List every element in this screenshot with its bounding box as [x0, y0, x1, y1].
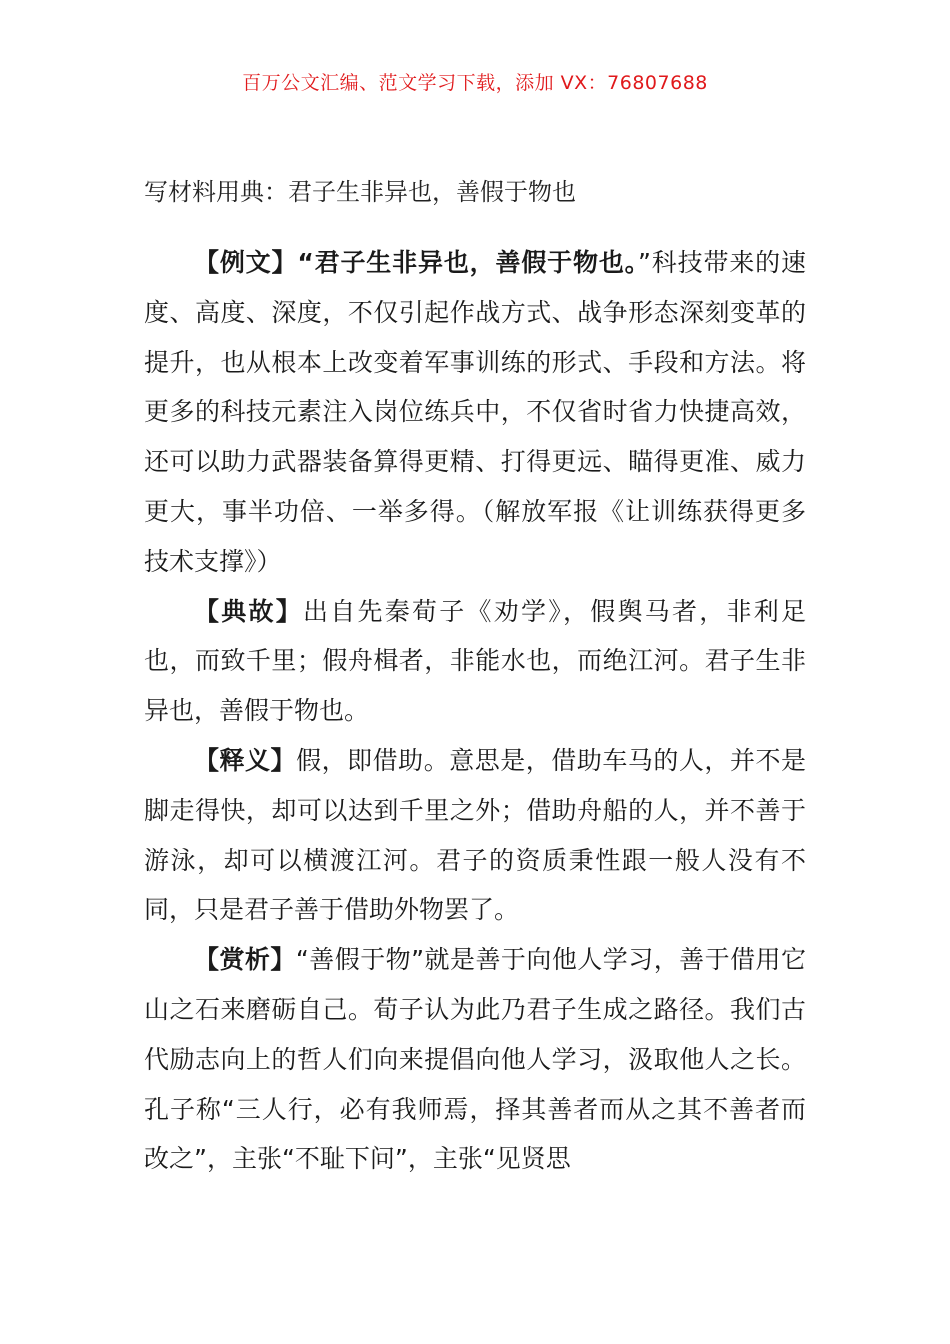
promo-header: 百万公文汇编、范文学习下载，添加 VX：76807688 [242, 72, 708, 94]
bold-quote: “君子生非异也，善假于物也。 [297, 248, 639, 277]
paragraph-tag: 【释义】 [194, 745, 297, 775]
paragraph-text: “善假于物”就是善于向他人学习，善于借用它山之石来磨砺自己。荀子认为此乃君子生成之路径。我们古代励志向上的哲人们向来提倡向他人学习，汲取他人之长。孔子称“三人行，必有我师焉，择其善者而从之其不善者而改之”，主张“不耻下问”，主张“见贤思 [144, 945, 806, 1174]
document-title: 写材料用典：君子生非异也，善假于物也 [144, 178, 576, 206]
paragraph-allusion [144, 587, 806, 736]
document-body [144, 238, 806, 1184]
paragraph-example [144, 238, 806, 587]
paragraph-text: 出自先秦荀子《劝学》，假舆马者，非利足也，而致千里；假舟楫者，非能水也，而绝江河。君子生非异也，善假于物也。 [144, 596, 806, 726]
paragraph-tag: 【典故】 [194, 596, 303, 626]
paragraph-meaning [144, 736, 806, 935]
paragraph-text: 假，即借助。意思是，借助车马的人，并不是脚走得快，却可以达到千里之外；借助舟船的人，并不善于游泳，却可以横渡江河。君子的资质秉性跟一般人没有不同，只是君子善于借助外物罢了。 [144, 745, 806, 925]
paragraph-analysis [144, 935, 806, 1184]
paragraph-tag: 【赏析】 [194, 945, 296, 975]
paragraph-tag: 【例文】 [194, 248, 298, 277]
paragraph-text: ”科技带来的速度、高度、深度，不仅引起作战方式、战争形态深刻变革的提升，也从根本上改变着军事训练的形式、手段和方法。将更多的科技元素注入岗位练兵中，不仅省时省力快捷高效，还可以助力武器装备算得更精、打得更远、瞄得更准、威力更大，事半功倍、一举多得。（解放军报《让训练获得更多技术支撑》） [144, 248, 806, 576]
